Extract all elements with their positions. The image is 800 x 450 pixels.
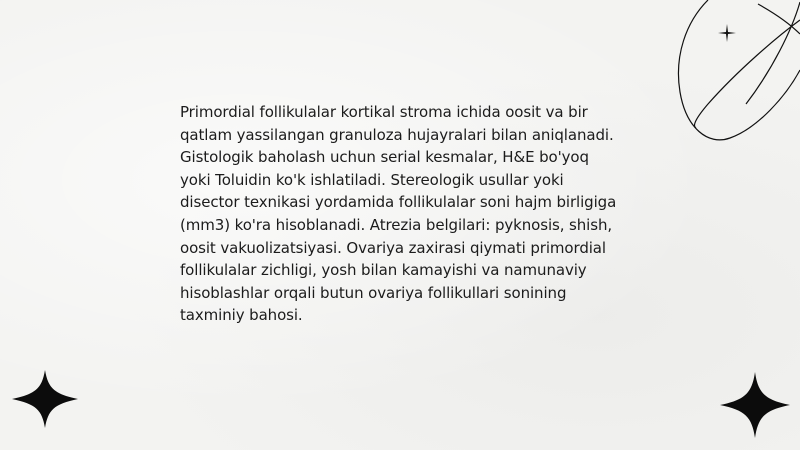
star-right-icon <box>720 372 790 438</box>
star-left-icon <box>12 370 78 428</box>
slide-body-text: Primordial follikulalar kortikal stroma ichida oosit va bir qatlam yassilangan granuloza hujayralari bilan aniqlanadi. Gistologik baholash uchun serial kesmalar, H&E bo'yoq yoki Toluidin ko'k ishlatiladi. Stereologik usullar yoki disector texnikasi yordamida follikulalar soni hajm birligiga (mm3) ko'ra hisoblanadi. Atrezia belgilari: pyknosis, shish, oosit vakuolizatsiyasi. Ovariya zaxirasi qiymati primordial follikulalar zichligi, yosh bilan kamayishi va namunaviy hisoblashlar orqali butun ovariya follikullari sonining taxminiy bahosi. <box>180 103 617 325</box>
sparkle-icon <box>718 24 736 42</box>
orbit-lines-icon <box>668 0 800 148</box>
